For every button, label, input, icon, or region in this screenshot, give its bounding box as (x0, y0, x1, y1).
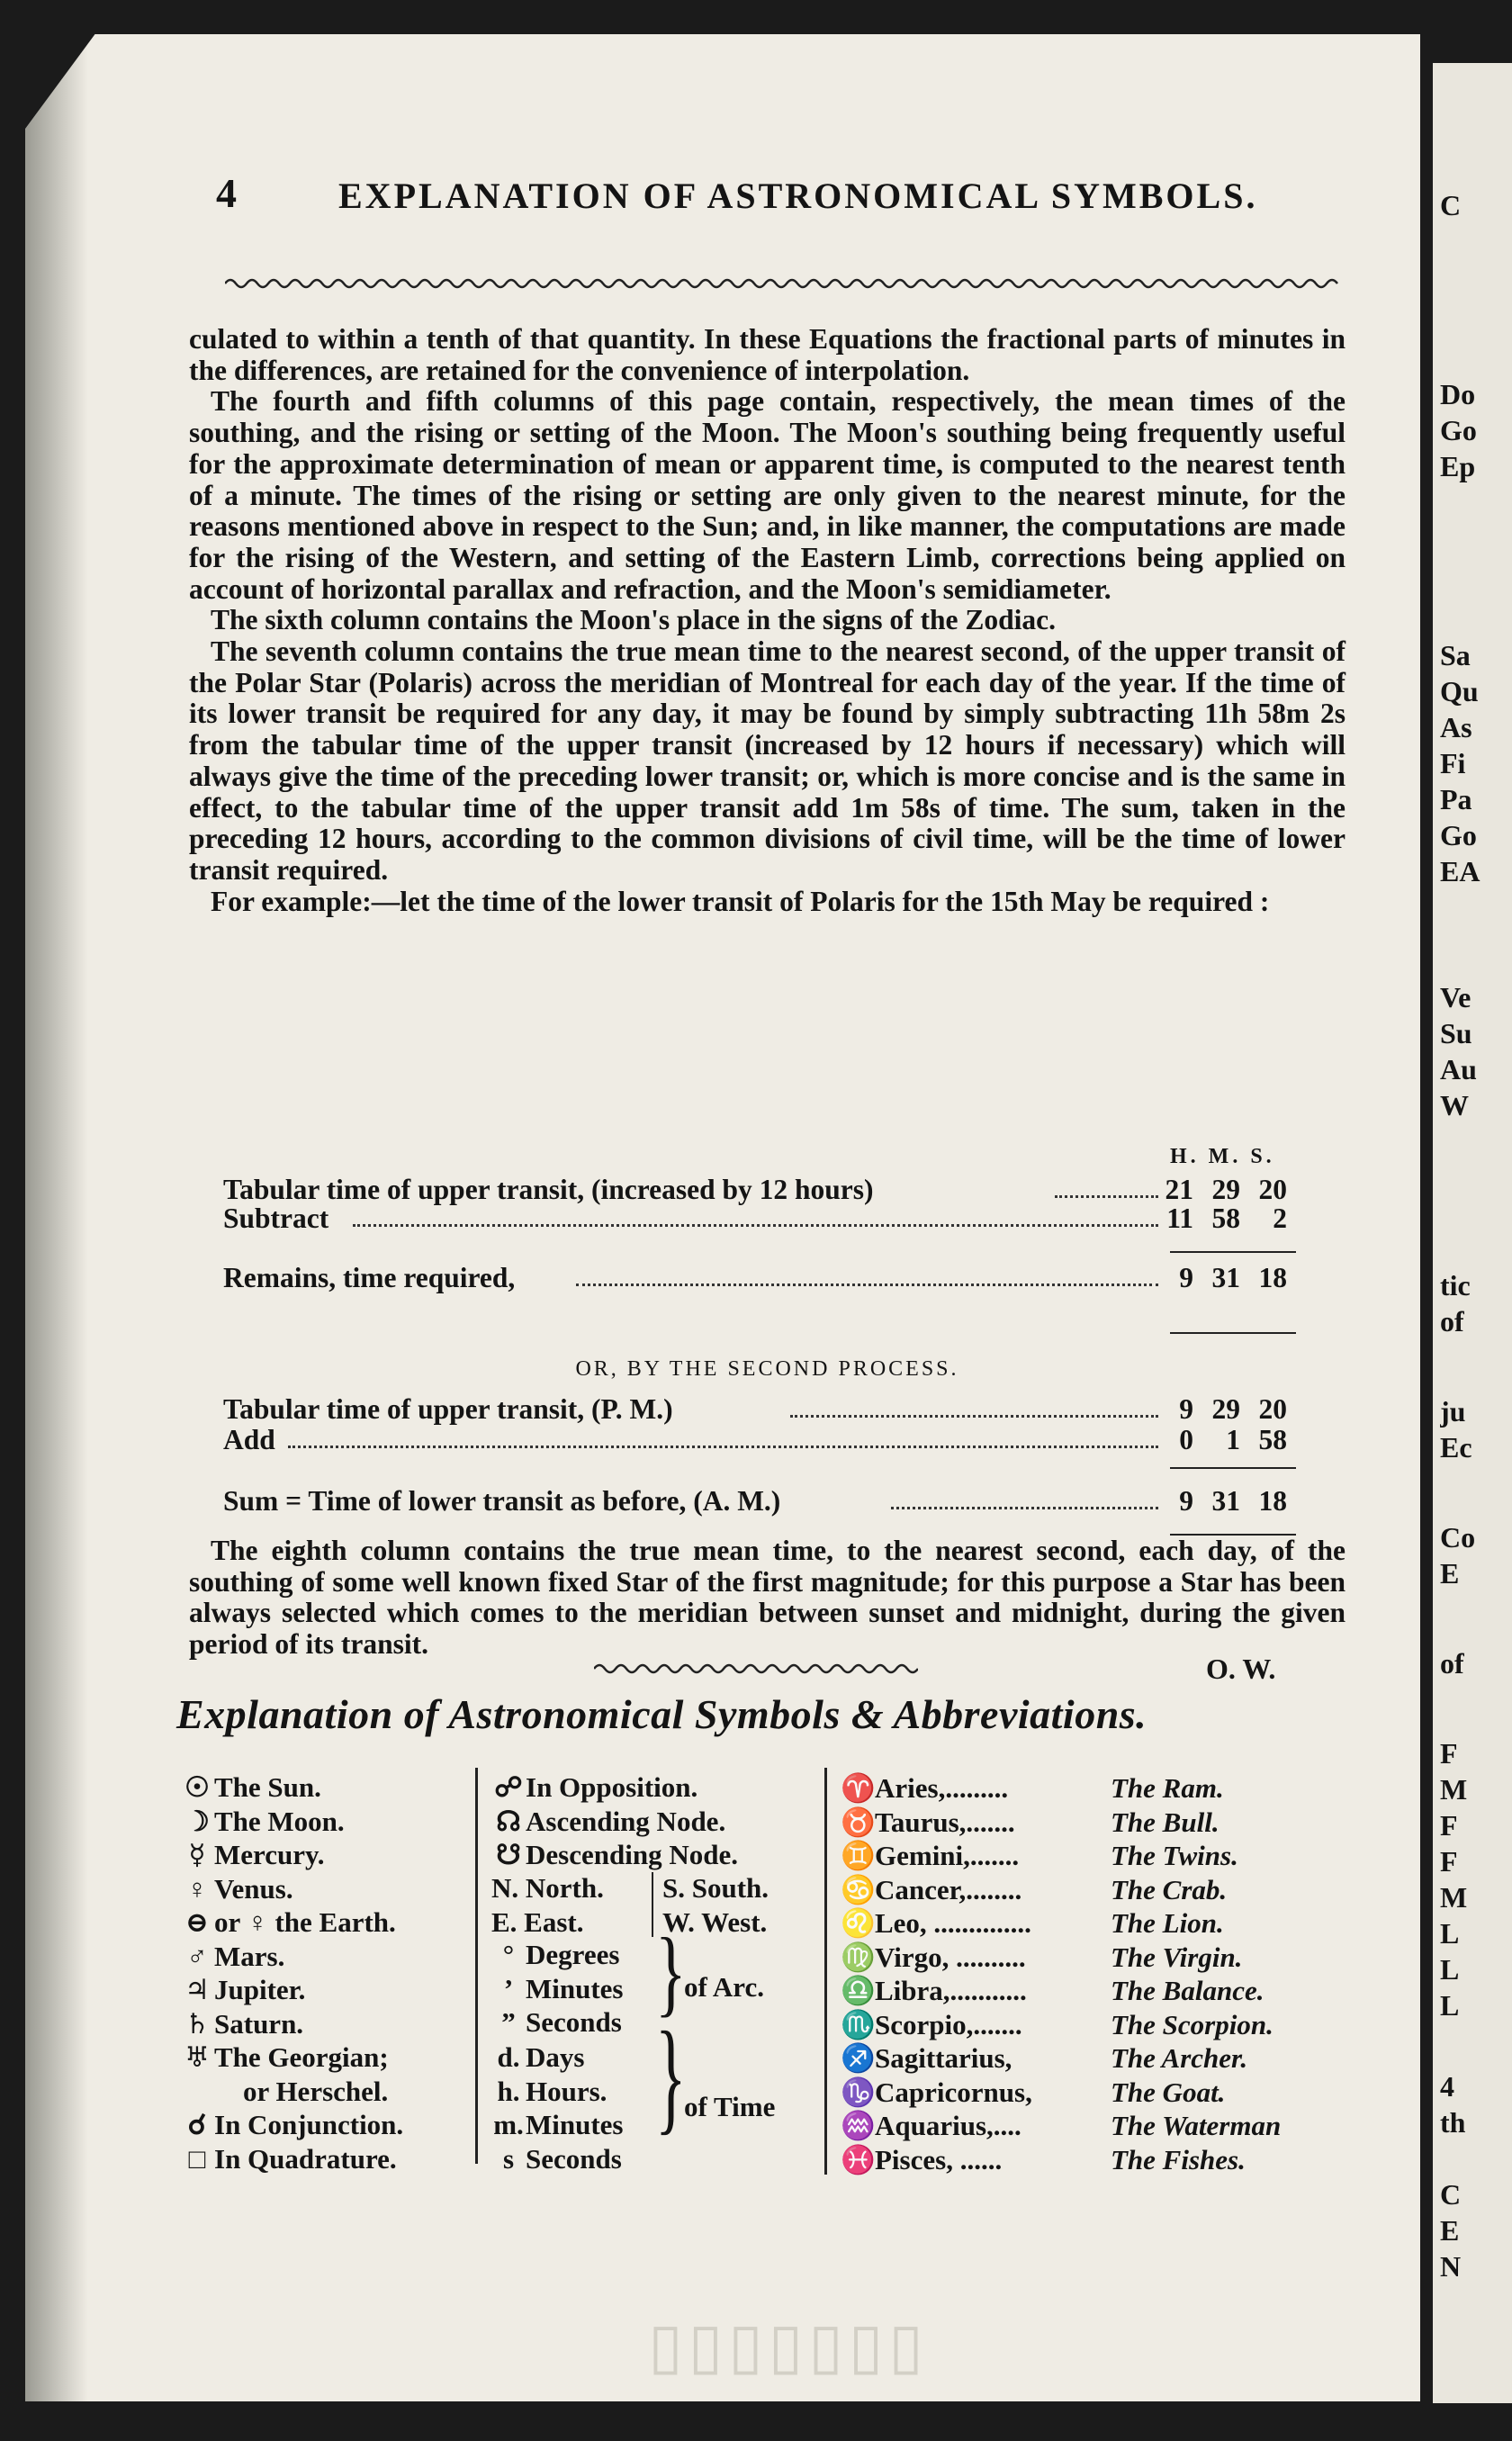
arc-unit-name: Seconds (526, 2006, 622, 2038)
planet-symbol-icon: ♅ (184, 2041, 210, 2073)
symbols-section-title: Explanation of Astronomical Symbols & Abbreviations. (176, 1691, 1148, 1737)
zodiac-row (841, 1839, 1281, 1873)
calculation-first-process (189, 1136, 1346, 1293)
facing-page-text: E (1440, 1557, 1460, 1590)
calc-minutes: 58 (1211, 1202, 1240, 1234)
facing-page-text: Fi (1440, 747, 1466, 779)
planet-row (180, 2076, 403, 2110)
aspect-row (491, 1839, 738, 1873)
zodiac-sign-meaning: The Goat. (1111, 2076, 1226, 2108)
directions-block (491, 1872, 770, 1940)
zodiac-sign-meaning: The Archer. (1111, 2042, 1248, 2074)
arc-unit-row (491, 1973, 624, 2007)
aspect-name: In Opposition. (526, 1771, 698, 1803)
zodiac-sign-meaning: The Crab. (1111, 1873, 1228, 1905)
direction-west: W. West. (662, 1905, 768, 1938)
planet-symbol-icon: ♃ (184, 1974, 210, 2005)
direction-east: E. East. (491, 1905, 584, 1938)
arc-unit-row (491, 2006, 624, 2040)
time-unit-name: Minutes (526, 2109, 624, 2140)
zodiac-sign-name: Libra,........... (875, 1975, 1027, 2006)
facing-page-edge (1433, 63, 1512, 2403)
hms-heading: H. M. S. (1170, 1145, 1275, 1168)
facing-page-text: Ep (1440, 450, 1476, 482)
zodiac-row (841, 1941, 1281, 1975)
time-unit-abbrev: s (502, 2142, 515, 2175)
calc-minutes: 29 (1211, 1393, 1240, 1425)
paragraph-eighth-column: The eighth column contains the true mean time, to the nearest second, each day, of the southing of some well known fixed Star of the first magnitude; for this purpose a Star has been always selected which comes to the meridian between sunset and midnight, during the given period of its transit. (189, 1535, 1346, 1661)
arc-units-block (491, 1939, 624, 2040)
zodiac-sign-meaning: The Bull. (1111, 1806, 1220, 1838)
zodiac-symbol-icon: ♏ (841, 2008, 876, 2040)
facing-page-text: N (1440, 2250, 1462, 2283)
planet-name: The Georgian; (214, 2041, 389, 2073)
column-divider (824, 1768, 827, 2175)
planet-symbol-icon: □ (188, 2142, 206, 2175)
zodiac-sign-name: Pisces, ...... (875, 2143, 1003, 2175)
facing-page-text: ju (1440, 1395, 1466, 1428)
planet-symbol-icon: ♄ (184, 2007, 210, 2040)
body-text-upper (189, 324, 1346, 917)
time-unit-abbrev: d. (497, 2041, 520, 2073)
zodiac-sign-name: Leo, .............. (875, 1907, 1031, 1939)
calc-hours: 11 (1166, 1202, 1193, 1234)
zodiac-row (841, 1873, 1281, 1907)
facing-page-text: F (1440, 1845, 1458, 1878)
facing-page-text: Go (1440, 819, 1477, 851)
calc-minutes: 29 (1211, 1174, 1240, 1205)
zodiac-row (841, 2109, 1281, 2143)
zodiac-column (841, 1771, 1281, 2176)
page-shadow (25, 34, 88, 2401)
planet-row (180, 2008, 403, 2042)
calc-seconds: 2 (1273, 1202, 1287, 1234)
planet-name: The Sun. (214, 1771, 321, 1803)
calc-row (189, 1424, 1346, 1460)
aspect-symbol-icon: ☍ (494, 1771, 523, 1803)
calc-minutes: 1 (1226, 1424, 1240, 1455)
calc-seconds: 18 (1258, 1485, 1287, 1517)
planet-name: In Quadrature. (214, 2142, 397, 2175)
paragraph-example: For example:—let the time of the lower transit of Polaris for the 15th May be required : (211, 885, 1270, 917)
page-header (216, 153, 1368, 225)
planet-name: Jupiter. (214, 1974, 306, 2005)
calc-label: Sum = Time of lower transit as before, (A. M.) (223, 1485, 781, 1517)
body-text-lower (189, 1536, 1346, 1661)
calc-seconds: 20 (1258, 1393, 1287, 1425)
direction-row (491, 1872, 770, 1906)
time-unit-abbrev: h. (497, 2075, 520, 2107)
zodiac-sign-meaning: The Lion. (1111, 1907, 1224, 1939)
facing-page-text: M (1440, 1881, 1468, 1914)
arc-label: of Arc. (684, 1971, 764, 2003)
zodiac-sign-name: Aquarius,.... (875, 2110, 1022, 2141)
facing-page-text: E (1440, 2214, 1460, 2247)
facing-page-text: of (1440, 1647, 1464, 1680)
zodiac-sign-meaning: The Ram. (1111, 1772, 1224, 1804)
library-stamp-ghost: ▯▯▯▯▯▯▯ (648, 2312, 929, 2382)
planet-row (180, 1974, 403, 2008)
calc-row (189, 1202, 1346, 1239)
header-ornament-rule (225, 275, 1341, 292)
time-unit-row (491, 2041, 624, 2076)
aspect-symbol-icon: ☋ (496, 1839, 521, 1870)
aspect-name: Ascending Node. (526, 1805, 726, 1837)
calc-label: Add (223, 1424, 275, 1455)
facing-page-text: L (1440, 1917, 1460, 1950)
calc-seconds: 58 (1258, 1424, 1287, 1455)
sum-rule (1170, 1467, 1296, 1469)
planet-row (180, 2041, 403, 2076)
facing-page-text: Co (1440, 1521, 1476, 1554)
page-title: EXPLANATION OF ASTRONOMICAL SYMBOLS. (338, 176, 1258, 216)
zodiac-sign-meaning: The Fishes. (1111, 2143, 1246, 2175)
facing-page-text: tic (1440, 1269, 1471, 1302)
author-signature: O. W. (1206, 1653, 1276, 1685)
zodiac-sign-name: Capricornus, (875, 2076, 1032, 2108)
planet-row (180, 1771, 403, 1806)
arc-unit-symbol: ° (502, 1939, 515, 1970)
time-unit-row (491, 2143, 624, 2177)
time-label: of Time (684, 2091, 776, 2122)
sum-rule (1170, 1251, 1296, 1253)
zodiac-row (841, 2008, 1281, 2042)
calc-hours: 9 (1179, 1393, 1193, 1425)
zodiac-sign-name: Scorpio,....... (875, 2008, 1022, 2040)
facing-page-text: Qu (1440, 675, 1479, 707)
direction-divider (652, 1872, 653, 1937)
facing-page-text: th (1440, 2106, 1466, 2139)
zodiac-sign-meaning: The Virgin. (1111, 1941, 1243, 1973)
zodiac-sign-meaning: The Balance. (1111, 1975, 1264, 2006)
zodiac-sign-name: Virgo, .......... (875, 1941, 1026, 1973)
planet-row (180, 1941, 403, 1975)
zodiac-sign-meaning: The Scorpion. (1111, 2008, 1274, 2040)
planet-row (180, 2109, 403, 2143)
facing-page-text: Go (1440, 414, 1477, 446)
zodiac-row (841, 1974, 1281, 2008)
facing-page-text: W (1440, 1089, 1469, 1121)
zodiac-symbol-icon: ♑ (841, 2076, 876, 2108)
zodiac-symbol-icon: ♐ (841, 2042, 876, 2074)
zodiac-row (841, 1771, 1281, 1806)
zodiac-sign-name: Sagittarius, (875, 2042, 1012, 2074)
planet-symbol-icon: ☽ (184, 1805, 210, 1837)
aspect-row (491, 1771, 738, 1806)
calc-row (189, 1262, 1346, 1298)
planet-symbol-icon: ☉ (184, 1771, 210, 1803)
aspects-column (491, 1771, 738, 1873)
planets-column (180, 1771, 403, 2176)
section-subheading: OR, BY THE SECOND PROCESS. (575, 1357, 959, 1381)
facing-page-text: Ve (1440, 981, 1472, 1013)
paragraph-seventh-column: The seventh column contains the true mean time to the nearest second, of the upper transit of the Polar Star (Polaris) across the meridian of Montreal for each day of the year. If the time of its lower transit be required for any day, it may be found by simply subtracting 11h 58m 2s from the tabular time of the upper transit (increased by 12 hours if necessary) which will always give the time of the preceding lower transit; or, which is more concise and is the same in effect, to the tabular time of the upper transit add 1m 58s of time. The sum, taken in the preceding 12 hours, according to the common divisions of civil time, will be the time of lower transit required. (189, 635, 1346, 886)
facing-page-text: EA (1440, 855, 1480, 887)
paragraph-continuation: culated to within a tenth of that quantity. In these Equations the fractional parts of minutes in the differences, are retained for the convenience of interpolation. (189, 323, 1346, 386)
time-unit-name: Hours. (526, 2075, 608, 2107)
aspect-row (491, 1806, 738, 1840)
zodiac-sign-name: Gemini,....... (875, 1840, 1020, 1871)
zodiac-symbol-icon: ♈ (841, 1772, 876, 1804)
total-rule (1170, 1332, 1296, 1334)
zodiac-symbol-icon: ♉ (841, 1806, 876, 1838)
facing-page-text: Pa (1440, 783, 1472, 815)
zodiac-sign-name: Taurus,....... (875, 1806, 1015, 1838)
zodiac-row (841, 2041, 1281, 2076)
zodiac-symbol-icon: ♋ (841, 1873, 876, 1905)
facing-page-text: C (1440, 189, 1462, 221)
zodiac-symbol-icon: ♒ (841, 2110, 876, 2141)
zodiac-symbol-icon: ♎ (841, 1975, 876, 2006)
arc-unit-name: Minutes (526, 1972, 624, 2004)
planet-name: The Moon. (214, 1805, 345, 1837)
facing-page-text: Do (1440, 378, 1476, 410)
facing-page-text: 4 (1440, 2070, 1454, 2103)
zodiac-symbol-icon: ♊ (841, 1840, 876, 1871)
facing-page-text: As (1440, 711, 1472, 743)
planet-row (180, 1839, 403, 1873)
zodiac-row (841, 2143, 1281, 2177)
zodiac-symbol-icon: ♍ (841, 1941, 876, 1973)
planet-row (180, 1873, 403, 1907)
zodiac-row (841, 1806, 1281, 1840)
calc-hours: 9 (1179, 1262, 1193, 1293)
calc-hours: 9 (1179, 1485, 1193, 1517)
arc-unit-symbol: ’ (503, 1972, 514, 2004)
facing-page-text: L (1440, 1953, 1460, 1986)
facing-page-text: Ec (1440, 1431, 1472, 1464)
facing-page-text: M (1440, 1773, 1468, 1806)
facing-page-text: L (1440, 1989, 1460, 2022)
calc-minutes: 31 (1211, 1485, 1240, 1517)
calc-label: Tabular time of upper transit, (increased by 12 hours) (223, 1174, 874, 1205)
zodiac-sign-name: Cancer,........ (875, 1873, 1022, 1905)
planet-row (180, 2143, 403, 2177)
planet-symbol-icon: ☿ (188, 1839, 206, 1870)
planet-row (180, 1806, 403, 1840)
zodiac-symbol-icon: ♓ (841, 2143, 876, 2175)
calc-hours: 0 (1179, 1424, 1193, 1455)
planet-row (180, 1906, 403, 1941)
page-number: 4 (216, 170, 237, 216)
section-ornament-rule (594, 1660, 918, 1678)
planet-name: or Herschel. (243, 2075, 389, 2107)
arc-unit-name: Degrees (526, 1939, 620, 1970)
time-units-block (491, 2041, 624, 2176)
direction-south: S. South. (662, 1872, 770, 1904)
planet-name: or ♀ the Earth. (214, 1906, 396, 1938)
direction-north: N. North. (491, 1872, 604, 1904)
paragraph-sixth-column: The sixth column contains the Moon's place in the signs of the Zodiac. (211, 604, 1056, 636)
planet-name: Mars. (214, 1940, 285, 1972)
direction-row (491, 1905, 768, 1941)
time-unit-name: Seconds (526, 2142, 622, 2175)
planet-name: In Conjunction. (214, 2109, 404, 2140)
zodiac-row (841, 2076, 1281, 2110)
time-unit-abbrev: m. (493, 2109, 524, 2140)
planet-symbol-icon: ♀ (186, 1872, 208, 1905)
arc-unit-symbol: ” (501, 2006, 516, 2038)
facing-page-text: Sa (1440, 639, 1471, 671)
planet-name: Saturn. (214, 2007, 304, 2040)
aspect-symbol-icon: ☊ (496, 1805, 521, 1837)
paragraph-moon-columns: The fourth and fifth columns of this page contain, respectively, the mean times of the southing, and the rising or setting of the Moon. The Moon's southing being frequently useful for the approximate determination of mean or apparent time, is computed to the nearest tenth of a minute. The times of the rising or setting are only given to the nearest minute, for the reasons mentioned above in respect to the Sun; and, in like manner, the computations are made for the rising of the Western, and setting of the Eastern Limb, corrections being applied on account of horizontal parallax and refraction, and the Moon's semidiameter. (189, 385, 1346, 605)
zodiac-row (841, 1906, 1281, 1941)
facing-page-text: of (1440, 1305, 1464, 1338)
planet-name: Venus. (214, 1872, 293, 1905)
facing-page-text: F (1440, 1809, 1458, 1842)
planet-symbol-icon: ⊖ (185, 1906, 209, 1938)
aspect-name: Descending Node. (526, 1839, 738, 1870)
planet-symbol-icon: ♂ (186, 1940, 208, 1972)
calc-seconds: 18 (1258, 1262, 1287, 1293)
time-unit-row (491, 2076, 624, 2110)
facing-page-text: Au (1440, 1053, 1477, 1085)
column-divider (475, 1768, 478, 2164)
time-unit-name: Days (526, 2041, 585, 2073)
facing-page-text: Su (1440, 1017, 1472, 1049)
calc-label: Subtract (223, 1202, 329, 1234)
calc-label: Tabular time of upper transit, (P. M.) (223, 1393, 673, 1425)
calc-row (189, 1485, 1346, 1521)
zodiac-sign-meaning: The Twins. (1111, 1840, 1238, 1871)
calc-hours: 21 (1165, 1174, 1193, 1205)
calculation-second-process (189, 1393, 1346, 1517)
arc-unit-row (491, 1939, 624, 1973)
calc-minutes: 31 (1211, 1262, 1240, 1293)
planet-symbol-icon: ☌ (187, 2109, 207, 2140)
calc-seconds: 20 (1258, 1174, 1287, 1205)
zodiac-sign-name: Aries,......... (875, 1772, 1009, 1804)
zodiac-symbol-icon: ♌ (841, 1907, 876, 1939)
facing-page-text: F (1440, 1737, 1458, 1770)
zodiac-sign-meaning: The Waterman (1111, 2110, 1282, 2141)
time-unit-row (491, 2109, 624, 2143)
planet-name: Mercury. (214, 1839, 325, 1870)
facing-page-text: C (1440, 2178, 1462, 2211)
calc-label: Remains, time required, (223, 1262, 516, 1293)
